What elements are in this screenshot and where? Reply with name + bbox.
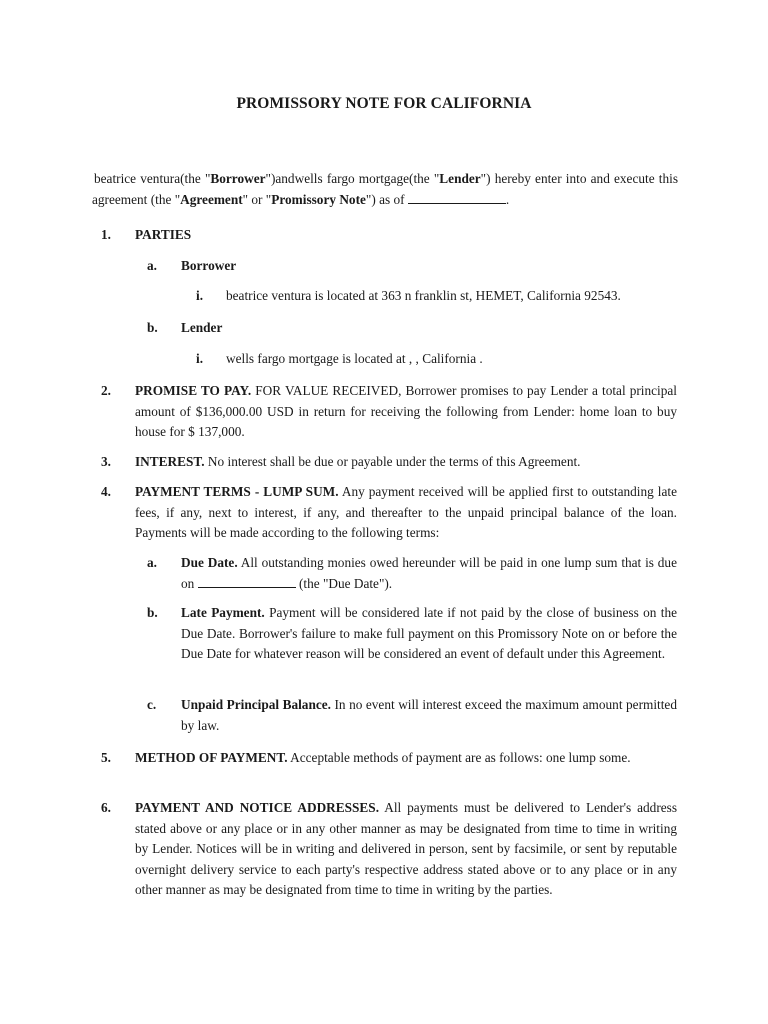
section-1b-heading: Lender bbox=[181, 320, 223, 335]
section-1a-i-number: i. bbox=[196, 288, 204, 303]
section-3-heading: INTEREST. bbox=[135, 454, 205, 469]
section-1-number: 1. bbox=[101, 227, 111, 242]
lender-address: wells fargo mortgage is located at , , California . bbox=[226, 351, 483, 366]
borrower-address: beatrice ventura is located at 363 n franklin st, HEMET, California 92543. bbox=[226, 288, 621, 303]
section-1-heading: PARTIES bbox=[135, 227, 192, 242]
section-4c-number: c. bbox=[147, 697, 157, 712]
section-4-number: 4. bbox=[101, 484, 111, 499]
section-5-body: METHOD OF PAYMENT. Acceptable methods of payment are as follows: one lump some. bbox=[135, 750, 631, 765]
section-1b-number: b. bbox=[147, 320, 158, 335]
due-date-blank-line bbox=[198, 574, 296, 588]
section-4b-body: Late Payment. Payment will be considered late if not paid by the close of business on the Due Date. Borrower's failure to make full payment on this Promissory Note on or before the Due Date for whatever reason will be considered an event of default under this Agreement. bbox=[181, 605, 678, 661]
intro-paragraph: beatrice ventura(the "Borrower")andwells fargo mortgage(the "Lender") hereby enter into and execute this agreement (the "Agreement" or "Promissory Note") as of . bbox=[92, 171, 678, 207]
section-5-number: 5. bbox=[101, 750, 111, 765]
date-blank-line bbox=[408, 190, 506, 204]
section-4a-number: a. bbox=[147, 555, 157, 570]
section-5-heading: METHOD OF PAYMENT. bbox=[135, 750, 288, 765]
section-2-body: PROMISE TO PAY. FOR VALUE RECEIVED, Borrower promises to pay Lender a total principal amount of $136,000.00 USD in return for receiving the following from Lender: home loan to buy house for $ 137,000. bbox=[135, 383, 677, 439]
section-2-heading: PROMISE TO PAY. bbox=[135, 383, 252, 398]
section-2-number: 2. bbox=[101, 383, 111, 398]
section-3-number: 3. bbox=[101, 454, 111, 469]
section-4a-body: Due Date. All outstanding monies owed hereunder will be paid in one lump sum that is due on (the "Due Date"). bbox=[181, 555, 677, 591]
section-1a-heading: Borrower bbox=[181, 258, 237, 273]
section-4c-body: Unpaid Principal Balance. In no event will interest exceed the maximum amount permitted by law. bbox=[181, 697, 677, 733]
section-1a-number: a. bbox=[147, 258, 157, 273]
section-3-body: INTEREST. No interest shall be due or payable under the terms of this Agreement. bbox=[135, 454, 581, 469]
document-title: PROMISSORY NOTE FOR CALIFORNIA bbox=[236, 95, 532, 112]
section-4-body: PAYMENT TERMS - LUMP SUM. Any payment received will be applied first to outstanding late fees, if any, next to interest, if any, and thereafter to the unpaid principal balance of the loan. Payments will be made according to the following terms: bbox=[135, 484, 677, 540]
section-6-heading: PAYMENT AND NOTICE ADDRESSES. bbox=[135, 800, 380, 815]
section-4b-heading: Late Payment. bbox=[181, 605, 265, 620]
section-4-heading: PAYMENT TERMS - LUMP SUM. bbox=[135, 484, 339, 499]
section-1b-i-number: i. bbox=[196, 351, 204, 366]
section-6-body: PAYMENT AND NOTICE ADDRESSES. All payments must be delivered to Lender's address stated above or any place or in any other manner as may be designated from time to time in writing by Lender. Notices will be in writing and delivered in person, sent by facsimile, or sent by reputable overnight delivery service to each party's respective address stated above or to any place or in any other manner as may be designated from time to time in writing by the parties. bbox=[135, 800, 678, 897]
section-6-number: 6. bbox=[101, 800, 111, 815]
section-4a-heading: Due Date. bbox=[181, 555, 238, 570]
section-4b-number: b. bbox=[147, 605, 158, 620]
section-4c-heading: Unpaid Principal Balance. bbox=[181, 697, 331, 712]
